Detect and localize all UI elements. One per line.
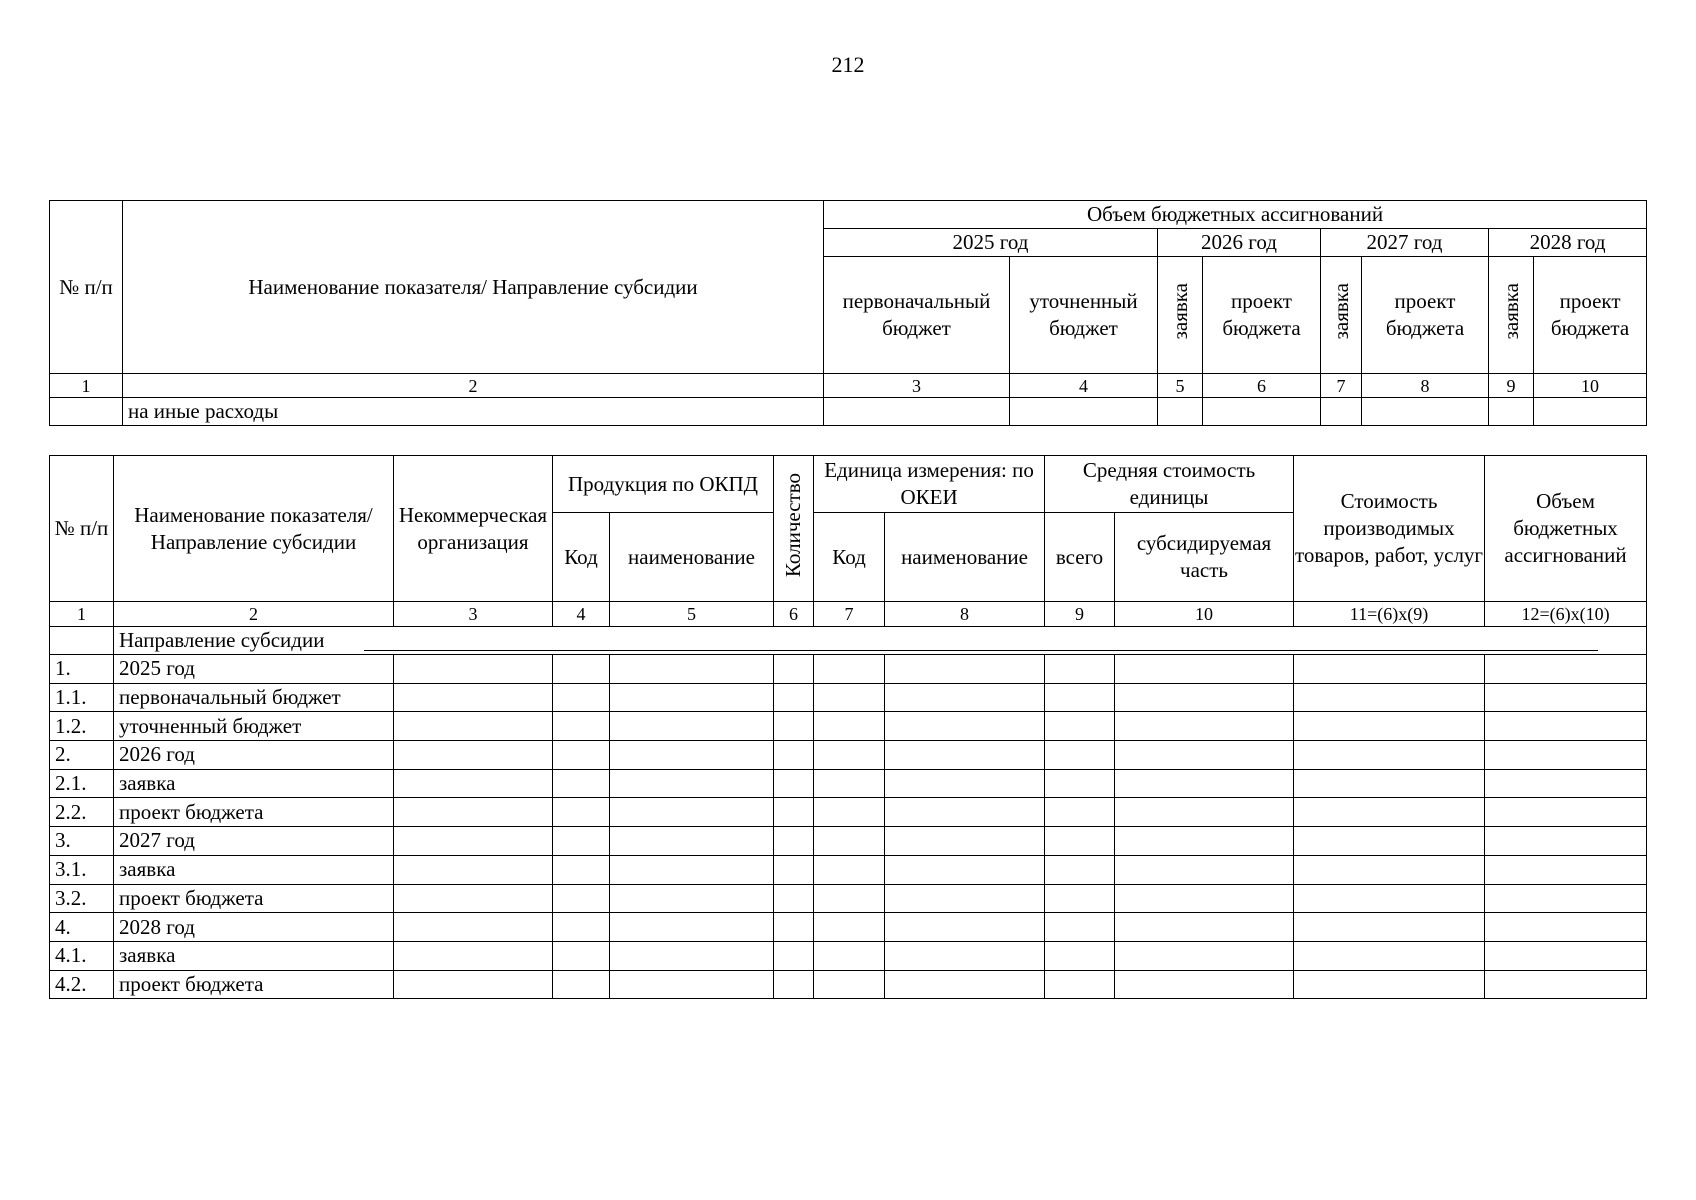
col-num-header: № п/п [50,201,123,374]
table-cell [394,798,553,827]
table-cell [1045,884,1115,913]
row-number: 1. [50,655,114,684]
budget-volume-table [49,200,1647,426]
request-header [1489,257,1534,374]
table-cell [814,655,885,684]
row-number: 4. [50,913,114,942]
table-row [50,970,1647,999]
row-label: заявка [114,769,394,798]
row-number: 3. [50,827,114,856]
col-number: 1 [50,374,123,398]
col-num-header: № п/п [50,456,114,602]
table-cell [1294,855,1485,884]
col-number: 2 [114,602,394,627]
table-cell [1294,769,1485,798]
table-cell [610,741,774,770]
table-cell [1203,398,1321,426]
table-cell [610,827,774,856]
table-cell [610,913,774,942]
table-cell [814,970,885,999]
table-cell [553,941,610,970]
request-label: заявка [1328,283,1353,340]
row-label: 2025 год [114,655,394,684]
table-cell [50,398,123,426]
table-cell [774,798,814,827]
table-cell [814,683,885,712]
table-cell [553,655,610,684]
table-row [50,941,1647,970]
table-cell [610,683,774,712]
table-cell [1485,827,1647,856]
row-label: уточненный бюджет [114,712,394,741]
table-cell [1045,741,1115,770]
table-cell [1158,398,1203,426]
table-cell [1045,855,1115,884]
table-cell [1115,655,1294,684]
table-cell [814,712,885,741]
table-cell [814,884,885,913]
table-row [50,398,1647,426]
subsidy-detail-table [49,455,1647,999]
table-cell [394,884,553,913]
table-cell [553,741,610,770]
row-number: 4.2. [50,970,114,999]
table-cell [1534,398,1647,426]
table-cell [814,913,885,942]
table-cell [774,683,814,712]
col-number: 12=(6)х(10) [1485,602,1647,627]
table-cell [774,712,814,741]
table-row [50,913,1647,942]
col-number: 5 [610,602,774,627]
table-cell [394,769,553,798]
table-cell [610,970,774,999]
table-cell [50,627,114,655]
table-row [50,683,1647,712]
table-cell [885,855,1045,884]
table-cell [1294,827,1485,856]
table-row [50,855,1647,884]
section-label: Направление субсидии [119,628,325,652]
quantity-header [774,456,814,602]
row-label: первоначальный бюджет [114,683,394,712]
table-cell [885,970,1045,999]
initial-budget-header: первоначальный бюджет [824,257,1010,374]
col-number: 5 [1158,374,1203,398]
okpd-name-header: наименование [610,513,774,602]
table-cell [1294,741,1485,770]
row-number: 1.2. [50,712,114,741]
table-cell [1485,683,1647,712]
col-number: 4 [553,602,610,627]
col-number: 8 [1362,374,1489,398]
table-cell [553,913,610,942]
org-header: Некоммерческая организация [394,456,553,602]
col-number: 10 [1115,602,1294,627]
table-cell [885,712,1045,741]
row-number: 1.1. [50,683,114,712]
table-cell [1485,769,1647,798]
table-cell [1489,398,1534,426]
table-cell [1115,941,1294,970]
table-cell [394,683,553,712]
table-cell [553,827,610,856]
year-2027-header: 2027 год [1321,229,1489,257]
table-cell [1485,741,1647,770]
table-cell [885,655,1045,684]
table-cell [814,827,885,856]
section-row [50,627,1647,655]
section-cell [114,627,1647,655]
table-cell [885,683,1045,712]
revised-budget-header: уточненный бюджет [1010,257,1158,374]
request-header [1321,257,1362,374]
table-cell [1485,941,1647,970]
row-number: 3.2. [50,884,114,913]
table-cell [1485,855,1647,884]
table-cell [1485,970,1647,999]
row-label: проект бюджета [114,798,394,827]
table-cell [394,741,553,770]
table-cell [553,855,610,884]
table-cell [1115,712,1294,741]
table-cell [1115,798,1294,827]
col-number: 6 [774,602,814,627]
request-label: заявка [1167,283,1192,340]
table-cell [1115,827,1294,856]
table-cell [1321,398,1362,426]
table-cell [774,970,814,999]
cost-header: Стоимость производимых товаров, работ, услуг [1294,456,1485,602]
table-cell [394,855,553,884]
table-cell [1115,741,1294,770]
table-cell [1485,798,1647,827]
table-cell [610,712,774,741]
col-number: 4 [1010,374,1158,398]
okpd-header: Продукция по ОКПД [553,456,774,513]
col-number: 6 [1203,374,1321,398]
table-cell [774,884,814,913]
table-cell [1485,884,1647,913]
col-number: 8 [885,602,1045,627]
fill-in-line [364,650,1598,651]
table-cell [1362,398,1489,426]
table-cell [814,941,885,970]
table-cell [1045,655,1115,684]
okei-code-header: Код [814,513,885,602]
table-cell [1294,941,1485,970]
table-cell [1115,769,1294,798]
avg-sub-header: субсидируемая часть [1115,513,1294,602]
volume-header: Объем бюджетных ассигнований [1485,456,1647,602]
table-cell [1045,827,1115,856]
table-cell [610,769,774,798]
row-label: на иные расходы [123,398,824,426]
table-cell [394,941,553,970]
table-cell [553,712,610,741]
year-2026-header: 2026 год [1158,229,1321,257]
avg-cost-header: Средняя стоимость единицы [1045,456,1294,513]
table-cell [774,913,814,942]
year-2025-header: 2025 год [824,229,1158,257]
table-row [50,769,1647,798]
okpd-code-header: Код [553,513,610,602]
table-cell [1115,913,1294,942]
table-cell [1294,655,1485,684]
quantity-label: Количество [781,472,806,578]
col-number: 7 [1321,374,1362,398]
col-number: 1 [50,602,114,627]
table-cell [553,769,610,798]
page-number: 212 [831,52,865,77]
table-cell [1294,970,1485,999]
row-number: 2.2. [50,798,114,827]
okei-name-header: наименование [885,513,1045,602]
col-number: 7 [814,602,885,627]
row-label: 2028 год [114,913,394,942]
table-cell [610,941,774,970]
table-cell [1045,913,1115,942]
col-number: 10 [1534,374,1647,398]
col-number: 11=(6)х(9) [1294,602,1485,627]
table-cell [1294,913,1485,942]
col-name-header: Наименование показателя/ Направление субсидии [123,201,824,374]
table-cell [774,769,814,798]
row-label: проект бюджета [114,884,394,913]
table-row [50,884,1647,913]
table-cell [394,970,553,999]
table-row [50,655,1647,684]
col-number: 3 [394,602,553,627]
col-number: 9 [1045,602,1115,627]
table-cell [885,798,1045,827]
table-cell [394,827,553,856]
table-cell [814,769,885,798]
table-cell [885,884,1045,913]
table-cell [1485,913,1647,942]
draft-budget-header: проект бюджета [1534,257,1647,374]
table-row [50,798,1647,827]
table-cell [885,741,1045,770]
row-number: 2.1. [50,769,114,798]
table-cell [1115,855,1294,884]
table-cell [774,941,814,970]
table-cell [1010,398,1158,426]
row-label: заявка [114,855,394,884]
table-cell [1294,712,1485,741]
table-cell [1115,683,1294,712]
table-cell [1045,970,1115,999]
table-cell [1294,884,1485,913]
table-cell [1115,970,1294,999]
col-number: 3 [824,374,1010,398]
table-cell [814,798,885,827]
table-cell [394,712,553,741]
row-label: 2027 год [114,827,394,856]
table-cell [814,741,885,770]
table-cell [774,741,814,770]
table-cell [1045,769,1115,798]
volume-header: Объем бюджетных ассигнований [824,201,1647,229]
table-cell [1485,712,1647,741]
table-cell [774,855,814,884]
request-label: заявка [1498,283,1523,340]
table-cell [553,884,610,913]
col-number: 2 [123,374,824,398]
draft-budget-header: проект бюджета [1203,257,1321,374]
row-number: 3.1. [50,855,114,884]
table-row [50,712,1647,741]
table-row [50,741,1647,770]
row-label: 2026 год [114,741,394,770]
table-cell [610,798,774,827]
okei-header: Единица измерения: по ОКЕИ [814,456,1045,513]
row-number: 4.1. [50,941,114,970]
year-2028-header: 2028 год [1489,229,1647,257]
draft-budget-header: проект бюджета [1362,257,1489,374]
row-label: проект бюджета [114,970,394,999]
table-cell [885,769,1045,798]
table-cell [774,655,814,684]
table-cell [1294,683,1485,712]
avg-total-header: всего [1045,513,1115,602]
table-cell [394,655,553,684]
subsidy-rows [50,655,1647,999]
table-row [50,827,1647,856]
table-cell [394,913,553,942]
col-name-header: Наименование показателя/ Направление субсидии [114,456,394,602]
table-cell [1115,884,1294,913]
request-header [1158,257,1203,374]
table-cell [885,913,1045,942]
table-cell [1045,683,1115,712]
table-cell [553,970,610,999]
table-cell [553,683,610,712]
table-cell [885,941,1045,970]
row-number: 2. [50,741,114,770]
table-cell [1045,712,1115,741]
table-cell [814,855,885,884]
table-cell [553,798,610,827]
table-cell [610,884,774,913]
col-number: 9 [1489,374,1534,398]
table-cell [1485,655,1647,684]
table-cell [1045,941,1115,970]
table-cell [1294,798,1485,827]
table-cell [610,655,774,684]
table-cell [610,855,774,884]
table-cell [1045,798,1115,827]
table-cell [774,827,814,856]
table-cell [824,398,1010,426]
table-cell [885,827,1045,856]
row-label: заявка [114,941,394,970]
